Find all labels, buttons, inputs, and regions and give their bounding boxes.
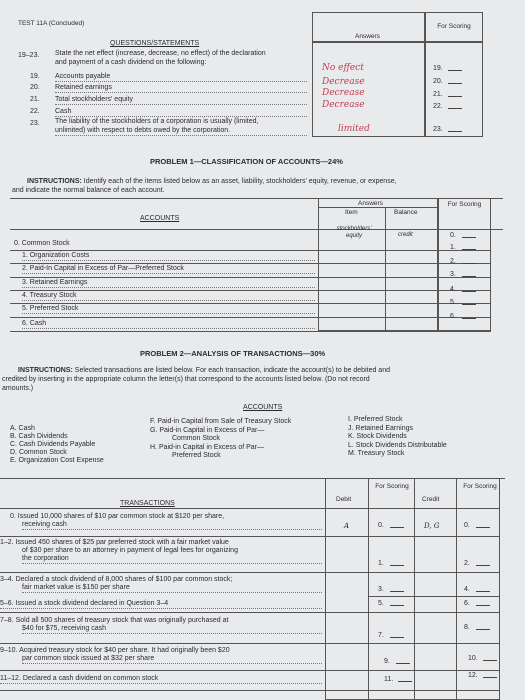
item-19-text: Accounts payable bbox=[55, 73, 307, 82]
tx-row-7-score-2: 8. bbox=[464, 624, 470, 631]
tx-row-1-score-1: 1. bbox=[378, 560, 384, 567]
problem2-col-for-scoring-1: For Scoring bbox=[375, 483, 409, 490]
tx-row-0-score-2: 0. bbox=[464, 522, 470, 529]
intro-num: 19–23. bbox=[18, 52, 40, 59]
tx-row-3-num: 3–4. bbox=[0, 576, 14, 583]
problem2-instructions-line-3: amounts.) bbox=[2, 385, 34, 392]
answers-label: Answers bbox=[355, 33, 380, 40]
problem1-row-0-label: 0. Common Stock bbox=[14, 240, 70, 247]
tx-row-7-text-1: Sold all 500 shares of treasury stock that was originally purchased at bbox=[15, 617, 229, 624]
item-20-text: Retained earnings bbox=[55, 84, 307, 93]
tx-row-line-3 bbox=[368, 596, 500, 597]
item-23-score-blank[interactable] bbox=[448, 126, 462, 132]
problem1-row-5-label: 5. Preferred Stock bbox=[22, 305, 315, 314]
tx-row-0-line-1 bbox=[10, 513, 322, 521]
tx-row-3-text-1: Declared a stock dividend of 8,000 shares of $100 par common stock; bbox=[15, 576, 233, 583]
problem2-header-bottom bbox=[0, 508, 500, 509]
problem1-col-for-scoring: For Scoring bbox=[447, 201, 482, 208]
item-23-answer: limited bbox=[338, 124, 370, 134]
tx-row-9-blank-2[interactable] bbox=[483, 655, 497, 661]
item-22-text: Cash bbox=[55, 108, 307, 117]
problem1-row-line-2 bbox=[10, 263, 491, 264]
accounts-col-1 bbox=[10, 425, 104, 465]
problem1-row-4-score: 4. bbox=[450, 286, 456, 293]
problem1-row-6-blank[interactable] bbox=[462, 313, 476, 319]
problem1-row-0-blank[interactable] bbox=[462, 232, 476, 238]
problem2-instructions-line-2: credited by inserting in the appropriate column the letter(s) that correspond to the accounts listed below. (Do not record bbox=[2, 376, 370, 383]
tx-row-1-blank-2[interactable] bbox=[476, 560, 490, 566]
tx-row-0-debit: A bbox=[344, 522, 350, 530]
tx-row-11 bbox=[0, 675, 322, 684]
tx-row-3-blank-1[interactable] bbox=[390, 586, 404, 592]
problem1-row-line-4 bbox=[10, 290, 491, 291]
problem2-col-divider-2 bbox=[414, 478, 415, 700]
item-21-score: 21. bbox=[433, 91, 443, 98]
intro-line-1: State the net effect (increase, decrease, no effect) of the declaration bbox=[55, 50, 266, 57]
account-f: F. Paid-in Capital from Sale of Treasury Stock bbox=[150, 418, 292, 425]
tx-row-5-score-1: 5. bbox=[378, 600, 384, 607]
accounts-col-2 bbox=[150, 418, 291, 461]
problem1-col-balance: Balance bbox=[394, 209, 418, 216]
tx-row-7-score-1: 7. bbox=[378, 632, 384, 639]
tx-row-0-score-1: 0. bbox=[378, 522, 384, 529]
problem1-instructions-line-2: and indicate the normal balance of each account. bbox=[12, 187, 165, 194]
problem1-instructions-label: INSTRUCTIONS: bbox=[27, 178, 82, 185]
tx-row-1-blank-1[interactable] bbox=[390, 560, 404, 566]
tx-row-1-line-3: the corporation bbox=[22, 555, 322, 564]
tx-row-5-blank-2[interactable] bbox=[476, 600, 490, 606]
tx-row-3-score-2: 4. bbox=[464, 586, 470, 593]
problem2-instructions-label: INSTRUCTIONS: bbox=[18, 367, 73, 374]
item-22-num: 22. bbox=[30, 108, 40, 115]
tx-row-3-score-1: 3. bbox=[378, 586, 384, 593]
tx-row-line-7 bbox=[0, 690, 500, 691]
problem1-row-6-label: 6. Cash bbox=[22, 320, 315, 329]
problem2-col-for-scoring-2: For Scoring bbox=[463, 483, 497, 490]
tx-row-1-line-2: of $30 per share to an attorney in payment of legal fees for organizing bbox=[22, 547, 238, 555]
problem1-row-4-blank[interactable] bbox=[462, 286, 476, 292]
problem1-example-item: stockholders' equity bbox=[336, 226, 372, 239]
tx-row-5-blank-1[interactable] bbox=[390, 600, 404, 606]
tx-row-0 bbox=[10, 513, 322, 530]
tx-row-1-score-2: 2. bbox=[464, 560, 470, 567]
problem2-col-credit: Credit bbox=[422, 496, 440, 503]
problem1-answers-box bbox=[318, 198, 438, 331]
item-21-answer: Decrease bbox=[322, 88, 365, 98]
tx-row-9-score-2: 10. bbox=[468, 655, 478, 662]
item-19-score: 19. bbox=[433, 65, 443, 72]
accounts-col-3 bbox=[348, 416, 447, 459]
account-i: I. Preferred Stock bbox=[348, 416, 403, 423]
tx-row-7-line-2: $40 for $75, receiving cash bbox=[22, 625, 322, 634]
account-k: K. Stock Dividends bbox=[348, 433, 407, 440]
account-l: L. Stock Dividends Distributable bbox=[348, 441, 447, 449]
tx-row-5-score-2: 6. bbox=[464, 600, 470, 607]
tx-row-1-num: 1–2. bbox=[0, 539, 14, 546]
tx-row-0-blank-1[interactable] bbox=[390, 522, 404, 528]
item-22-answer: Decrease bbox=[322, 100, 365, 110]
tx-row-line-1 bbox=[0, 536, 500, 537]
tx-row-7-blank-2[interactable] bbox=[476, 624, 490, 630]
item-20-score-blank[interactable] bbox=[448, 78, 462, 84]
tx-row-11-num: 11–12. bbox=[0, 675, 21, 682]
intro-line-2: and payment of a cash dividend on the following: bbox=[55, 59, 207, 66]
problem1-header-bottom bbox=[10, 229, 503, 230]
for-scoring-label: For Scoring bbox=[437, 23, 471, 30]
tx-row-1 bbox=[0, 539, 322, 564]
tx-row-3 bbox=[0, 576, 322, 593]
problem1-title: PROBLEM 1—CLASSIFICATION OF ACCOUNTS—24% bbox=[150, 157, 343, 166]
tx-row-5-text-1: Issued a stock dividend declared in Question 3–4 bbox=[15, 600, 169, 607]
tx-row-0-credit: D, G bbox=[424, 522, 440, 530]
item-21-num: 21. bbox=[30, 96, 40, 103]
account-h: H. Paid-in Capital in Excess of Par— bbox=[150, 443, 264, 451]
tx-row-11-blank-2[interactable] bbox=[483, 672, 497, 678]
tx-row-line-6 bbox=[0, 670, 500, 671]
tx-row-11-score-2: 12. bbox=[468, 672, 478, 679]
tx-row-11-text-1: Declared a cash dividend on common stock bbox=[22, 675, 159, 682]
problem1-row-line-3 bbox=[10, 277, 491, 278]
account-m: M. Treasury Stock bbox=[348, 450, 405, 457]
item-19-num: 19. bbox=[30, 73, 40, 80]
account-a: A. Cash bbox=[10, 425, 35, 432]
item-23-num: 23. bbox=[30, 120, 40, 127]
item-20-answer: Decrease bbox=[322, 77, 365, 87]
tx-row-1-line-1 bbox=[0, 539, 322, 547]
item-23-score: 23. bbox=[433, 126, 443, 133]
tx-row-3-blank-2[interactable] bbox=[476, 586, 490, 592]
tx-row-7 bbox=[0, 617, 322, 634]
problem1-row-6-score: 6. bbox=[450, 313, 456, 320]
tx-row-7-num: 7–8. bbox=[0, 617, 14, 624]
problem1-row-0 bbox=[14, 240, 314, 248]
problem2-title: PROBLEM 2—ANALYSIS OF TRANSACTIONS—30% bbox=[140, 349, 326, 358]
problem1-row-1-blank[interactable] bbox=[462, 244, 476, 250]
problem1-row-0-score: 0. bbox=[450, 232, 456, 239]
tx-row-9-num: 9–10. bbox=[0, 647, 18, 654]
item-20-num: 20. bbox=[30, 84, 40, 91]
problem1-row-2-label: 2. Paid-In Capital in Excess of Par—Preferred Stock bbox=[22, 265, 315, 274]
tx-row-0-line-2: receiving cash bbox=[22, 521, 322, 530]
problem2-instructions bbox=[18, 367, 508, 375]
tx-row-3-line-1 bbox=[0, 576, 322, 584]
problem1-row-4-label: 4. Treasury Stock bbox=[22, 292, 315, 301]
problem1-row-2-score: 2. bbox=[450, 258, 456, 265]
tx-row-0-num: 0. bbox=[10, 513, 16, 520]
problem1-row-3-blank[interactable] bbox=[462, 271, 476, 277]
problem1-item-balance-divider bbox=[385, 207, 386, 331]
problem2-transactions-heading: TRANSACTIONS bbox=[120, 500, 175, 507]
account-j: J. Retained Earnings bbox=[348, 424, 413, 432]
problem2-col-debit: Debit bbox=[336, 496, 352, 503]
item-22-score: 22. bbox=[433, 103, 443, 110]
problem1-row-line-1 bbox=[10, 250, 491, 251]
tx-row-9-score-1: 9. bbox=[384, 658, 390, 665]
tx-row-9-line-2: par common stock issued at $32 per share bbox=[22, 655, 322, 664]
problem1-col-answers: Answers bbox=[358, 200, 383, 207]
problem2-instructions-line-1: Selected transactions are listed below. For each transaction, indicate the account(s) to be debited and bbox=[74, 367, 390, 374]
problem1-col-item: Item bbox=[345, 209, 358, 216]
problem1-row-5-score: 5. bbox=[450, 299, 456, 306]
problem1-row-3-label: 3. Retained Earnings bbox=[22, 279, 315, 288]
problem1-row-2-blank[interactable] bbox=[462, 258, 476, 264]
top-scoring-column bbox=[425, 42, 483, 137]
problem1-instructions bbox=[27, 178, 507, 186]
item-21-text: Total stockholders' equity bbox=[55, 96, 307, 105]
tx-row-9-line-1 bbox=[0, 647, 322, 655]
problem1-instructions-line-1: Identify each of the items listed below as an asset, liability, stockholders' equity, revenue, or expense, bbox=[83, 178, 397, 185]
account-g-cont: Common Stock bbox=[172, 435, 220, 442]
item-21-score-blank[interactable] bbox=[448, 91, 462, 97]
tx-row-5-line-1 bbox=[0, 600, 322, 609]
account-b: B. Cash Dividends bbox=[10, 433, 68, 440]
problem1-row-3-score: 3. bbox=[450, 271, 456, 278]
tx-row-3-line-2: fair market value is $150 per share bbox=[22, 584, 322, 593]
item-20-score: 20. bbox=[433, 78, 443, 85]
problem1-scoring-box bbox=[438, 198, 491, 331]
problem2-col-divider-1 bbox=[368, 478, 369, 700]
problem2-accounts-heading: ACCOUNTS bbox=[243, 404, 283, 411]
tx-row-1-text-1: Issued 450 shares of $25 par preferred stock with a fair market value bbox=[15, 539, 229, 546]
problem1-row-line-5 bbox=[10, 303, 491, 304]
item-19-answer: No effect bbox=[322, 63, 364, 73]
tx-row-7-blank-1[interactable] bbox=[390, 632, 404, 638]
item-19-score-blank[interactable] bbox=[448, 65, 462, 71]
problem1-row-1-score: 1. bbox=[450, 244, 456, 251]
problem1-row-line-6 bbox=[10, 317, 491, 318]
account-c: C. Cash Dividends Payable bbox=[10, 441, 96, 448]
tx-row-11-score-1: 11. bbox=[384, 676, 394, 683]
problem1-col-accounts: ACCOUNTS bbox=[140, 215, 180, 222]
tx-row-5-num: 5–6. bbox=[0, 600, 14, 607]
tx-row-9 bbox=[0, 647, 322, 664]
tx-row-line-4 bbox=[0, 612, 500, 613]
tx-row-9-text-1: Acquired treasury stock for $40 per share. It had originally been $20 bbox=[19, 647, 230, 654]
problem1-table-bottom bbox=[10, 331, 491, 332]
problem2-answer-columns bbox=[325, 478, 500, 700]
item-23-line-1: The liability of the stockholders of a corporation is usually (limited, bbox=[55, 118, 259, 125]
item-22-score-blank[interactable] bbox=[448, 103, 462, 109]
problem1-example-balance: credit bbox=[398, 232, 413, 238]
tx-row-line-2 bbox=[0, 572, 500, 573]
questions-heading: QUESTIONS/STATEMENTS bbox=[110, 40, 200, 47]
tx-row-11-blank-1[interactable] bbox=[398, 676, 412, 682]
account-d: D. Common Stock bbox=[10, 449, 67, 456]
problem1-row-1-label: 1. Organization Costs bbox=[22, 252, 315, 261]
tx-row-9-blank-1[interactable] bbox=[396, 658, 410, 664]
test-title: TEST 11A (Concluded) bbox=[18, 20, 85, 27]
problem2-col-divider-3 bbox=[456, 478, 457, 700]
item-23-line-2: unlimited) with respect to debts owed by the corporation. bbox=[55, 127, 307, 136]
tx-row-7-line-1 bbox=[0, 617, 322, 625]
account-h-cont: Preferred Stock bbox=[172, 452, 221, 459]
account-g: G. Paid-in Capital in Excess of Par— bbox=[150, 426, 265, 434]
tx-row-0-text-1: Issued 10,000 shares of $10 par common stock at $120 per share, bbox=[17, 513, 225, 520]
problem1-row-5-blank[interactable] bbox=[462, 299, 476, 305]
tx-row-11-line-1 bbox=[0, 675, 322, 684]
tx-row-5 bbox=[0, 600, 322, 609]
tx-row-0-blank-2[interactable] bbox=[476, 522, 490, 528]
account-e: E. Organization Cost Expense bbox=[10, 457, 104, 464]
tx-row-line-5 bbox=[0, 643, 500, 644]
